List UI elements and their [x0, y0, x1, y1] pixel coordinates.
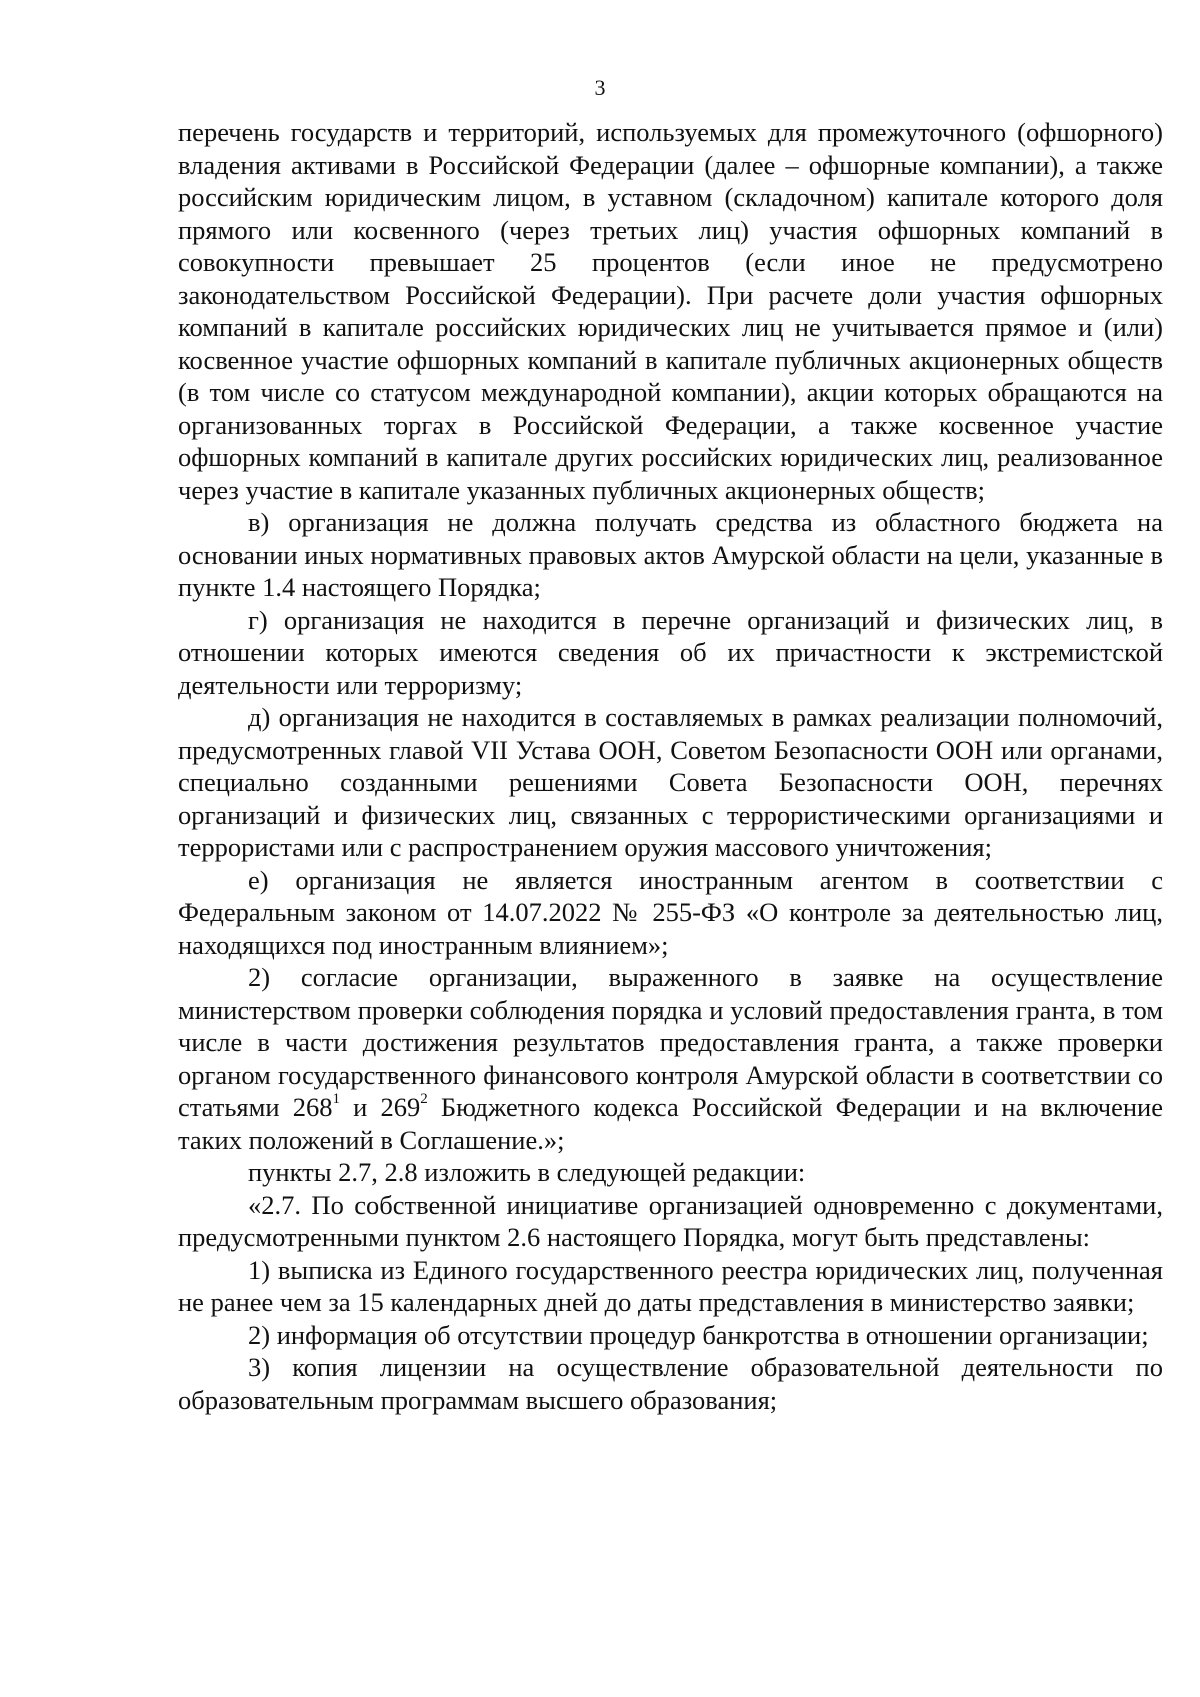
paragraph-sub-3: 3) копия лицензии на осуществление образовательной деятельности по образовательным программам высшего образования;	[178, 1352, 1163, 1415]
paragraph-item-e: е) организация не является иностранным агентом в соответствии с Федеральным законом от 14.07.2022 № 255-ФЗ «О контроле за деятельностью лиц, находящихся под иностранным влиянием»;	[178, 864, 1163, 960]
superscript-1: 1	[332, 1091, 340, 1108]
item-2-text-before: 2) согласие организации, выраженного в заявке на осуществление министерством проверки соблюдения порядка и условий предоставления гранта, в том числе в части достижения результатов предоставления гранта, а также проверки органом государственного финансового контроля Амурской области в соответствии со статьями 268	[178, 962, 1163, 1122]
page-number: 3	[594, 75, 606, 100]
superscript-2: 2	[420, 1091, 428, 1108]
item-2-text-middle: и 269	[339, 1092, 421, 1122]
paragraph-sub-1: 1) выписка из Единого государственного реестра юридических лиц, полученная не ранее чем за 15 календарных дней до даты представления в министерство заявки;	[178, 1254, 1163, 1317]
paragraph-item-2	[178, 961, 1163, 1156]
paragraph-point-2-7: «2.7. По собственной инициативе организацией одновременно с документами, предусмотренными пунктом 2.6 настоящего Порядка, могут быть представлены:	[178, 1189, 1163, 1252]
paragraph-item-g: г) организация не находится в перечне организаций и физических лиц, в отношении которых имеются сведения об их причастности к экстремистской деятельности или терроризму;	[178, 604, 1163, 700]
document-body	[178, 116, 1163, 1416]
paragraph-points-2-7-2-8: пункты 2.7, 2.8 изложить в следующей редакции:	[248, 1157, 806, 1187]
paragraph-sub-2: 2) информация об отсутствии процедур банкротства в отношении организации;	[248, 1319, 1149, 1350]
item-2-text-after: Бюджетного кодекса Российской Федерации и на включение таких положений в Соглашение.»;	[178, 1092, 1164, 1155]
paragraph-item-d: д) организация не находится в составляемых в рамках реализации полномочий, предусмотренных главой VII Устава ООН, Советом Безопасности ООН или органами, специально созданными решениями Совета Безопасности ООН, перечнях организаций и физических лиц, связанных с террористическими организациями и террористами или с распространением оружия массового уничтожения;	[178, 702, 1163, 862]
paragraph-item-v: в) организация не должна получать средства из областного бюджета на основании иных нормативных правовых актов Амурской области на цели, указанные в пункте 1.4 настоящего Порядка;	[178, 507, 1163, 602]
paragraph-continuation: перечень государств и территорий, используемых для промежуточного (офшорного) владения активами в Российской Федерации (далее – офшорные компании), а также российским юридическим лицом, в уставном (складочном) капитале которого доля прямого или косвенного (через третьих лиц) участия офшорных компаний в совокупности превышает 25 процентов (если иное не предусмотрено законодательством Российской Федерации). При расчете доли участия офшорных компаний в капитале российских юридических лиц не учитывается прямое и (или) косвенное участие офшорных компаний в капитале публичных акционерных обществ (в том числе со статусом международной компании), акции которых обращаются на организованных торгах в Российской Федерации, а также косвенное участие офшорных компаний в капитале других российских юридических лиц, реализованное через участие в капитале указанных публичных акционерных обществ;	[178, 117, 1163, 505]
